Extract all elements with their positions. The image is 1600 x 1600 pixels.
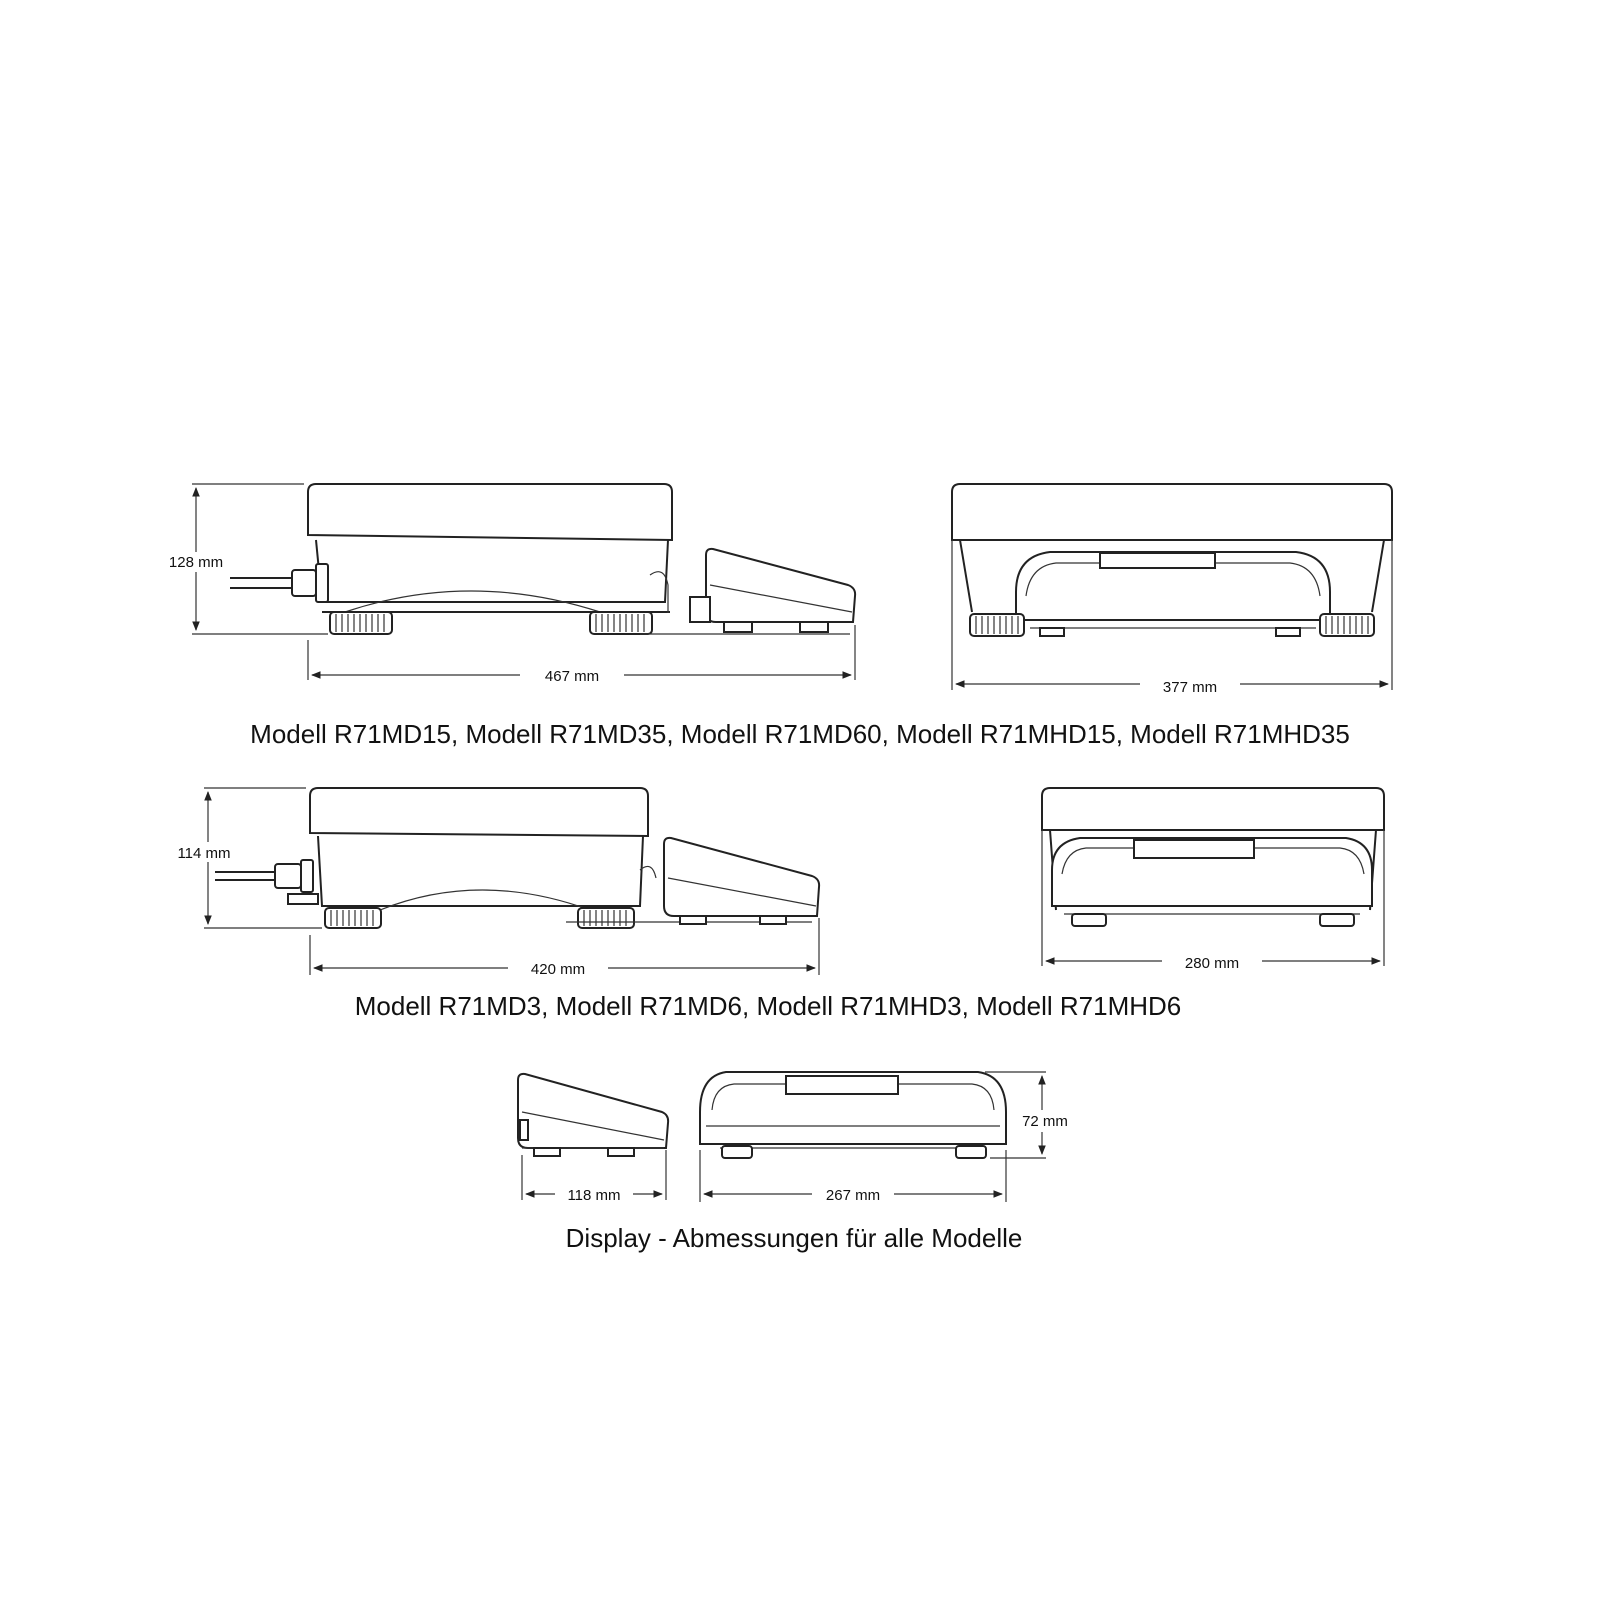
row1-front-view	[952, 484, 1392, 636]
row1-height-label: 128 mm	[168, 554, 224, 571]
row2-caption: Modell R71MD3, Modell R71MD6, Modell R71MHD3, Modell R71MHD6	[354, 991, 1182, 1021]
row2-height-label: 114 mm	[177, 845, 231, 862]
row3-caption: Display - Abmessungen für alle Modelle	[565, 1223, 1023, 1253]
row2-side-view	[215, 788, 819, 928]
row1-caption: Modell R71MD15, Modell R71MD35, Modell R71MD60, Modell R71MHD15, Modell R71MHD35	[250, 719, 1350, 749]
row2-front-view	[1042, 788, 1384, 926]
row1-width-label: 377 mm	[1162, 679, 1218, 696]
row2-width-label: 280 mm	[1184, 955, 1240, 972]
row1-side-view	[230, 484, 855, 634]
display-front-view	[700, 1072, 1006, 1158]
display-height-label: 72 mm	[1022, 1113, 1068, 1130]
row2-depth-label: 420 mm	[530, 961, 586, 978]
display-side-view	[518, 1074, 668, 1156]
display-width-label: 267 mm	[825, 1187, 881, 1204]
row1-depth-label: 467 mm	[544, 668, 600, 685]
display-depth-label: 118 mm	[567, 1187, 621, 1204]
